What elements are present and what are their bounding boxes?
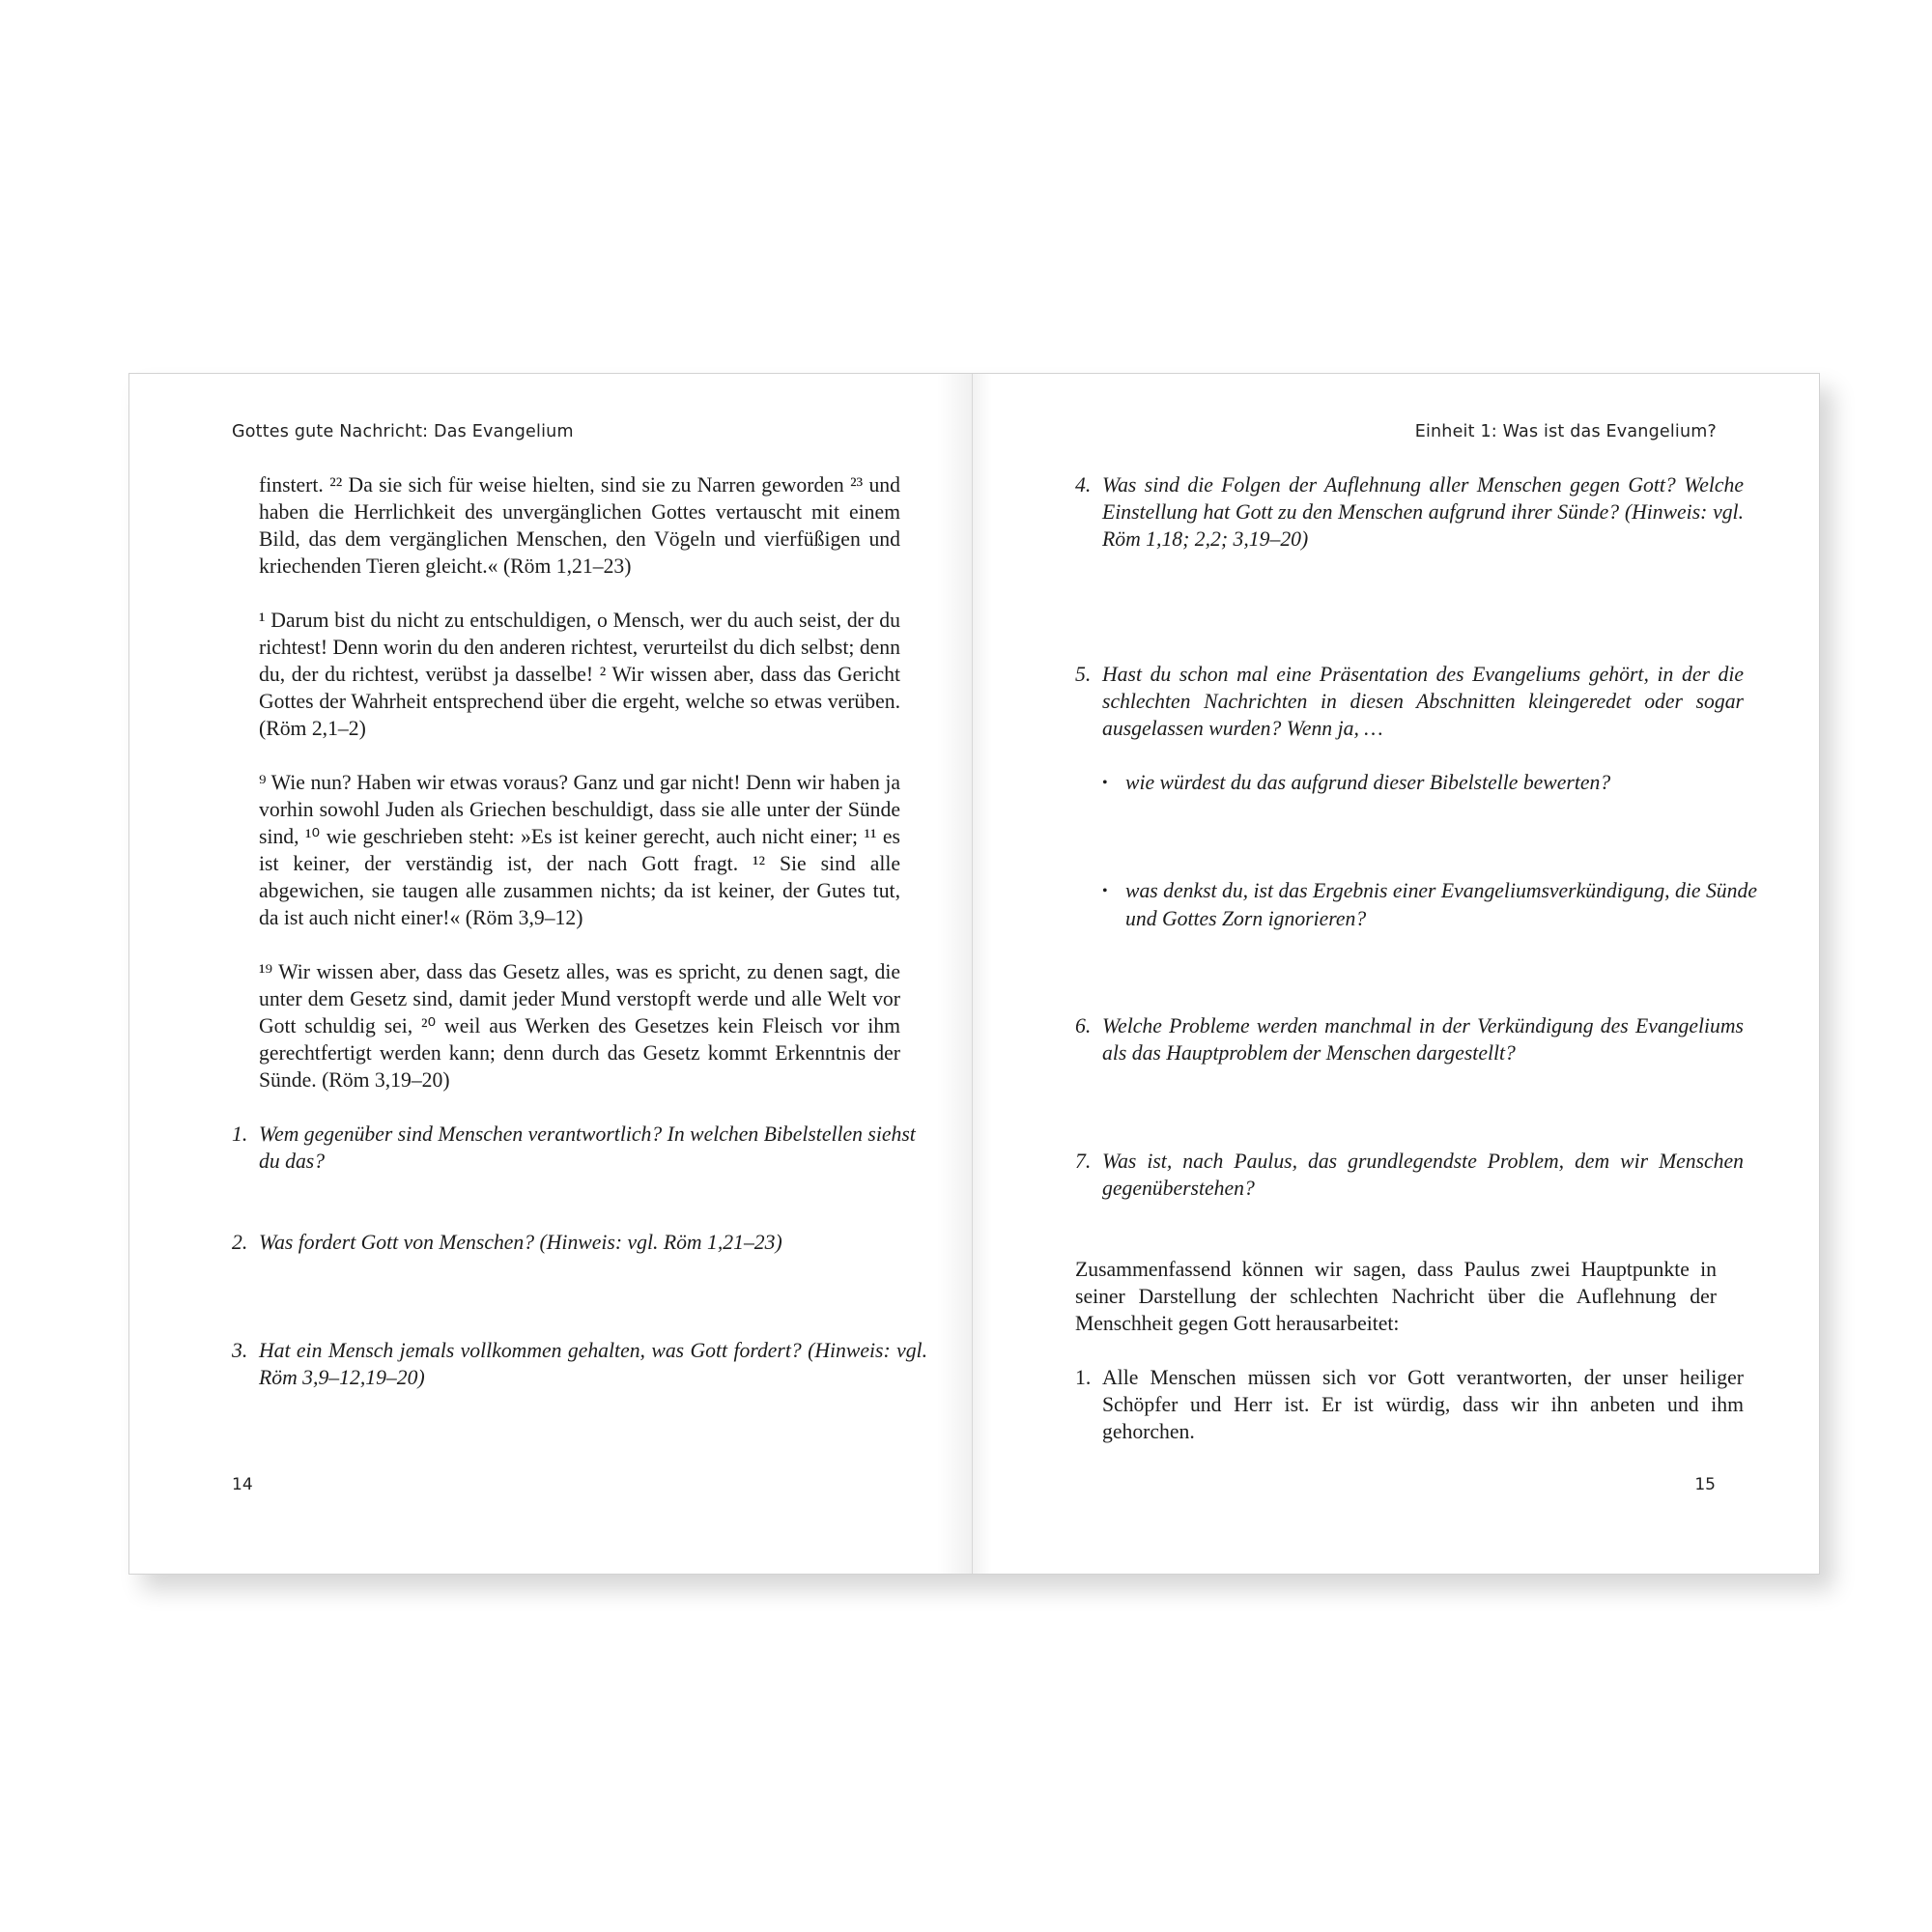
running-head-right: Einheit 1: Was ist das Evangelium? <box>1414 422 1717 441</box>
question-5 <box>1075 661 1744 742</box>
summary-paragraph: Zusammenfassend können wir sagen, dass Paulus zwei Hauptpunkte in seiner Darstellung der schlechten Nachricht über die Auflehnung der Menschheit gegen Gott herausarbeitet: <box>1075 1258 1717 1335</box>
question-text: Welche Probleme werden manchmal in der Verkündigung des Evangeliums als das Hauptproblem der Menschen dargestellt? <box>1102 1014 1744 1065</box>
bible-quote: finstert. ²² Da sie sich für weise hielten, sind sie zu Narren geworden ²³ und haben die Herrlichkeit des unvergänglichen Gottes vertauscht mit einem Bild, das dem vergänglichen Menschen, den Vögeln und vierfüßigen und kriechenden Tieren gleicht.« (Röm 1,21–23) <box>259 473 900 578</box>
bible-quote: ⁹ Wie nun? Haben wir etwas voraus? Ganz und gar nicht! Denn wir haben ja vorhin sowohl Juden als Griechen beschuldigt, dass sie alle unter der Sünde sind, ¹⁰ wie geschrieben steht: »Es ist keiner gerecht, auch nicht einer; ¹¹ es ist keiner, der verständig ist, der nach Gott fragt. ¹² Sie sind alle abgewichen, sie taugen alle zusammen nichts; da ist keiner, der Gutes tut, da ist auch nicht einer!« (Röm 3,9–12) <box>259 771 900 929</box>
point-text: Alle Menschen müssen sich vor Gott verantworten, der unser heiliger Schöpfer und Herr ist. Er ist würdig, dass wir ihn anbeten und ihm gehorchen. <box>1102 1366 1744 1443</box>
bullet-icon: • <box>1102 775 1108 791</box>
question-7 <box>1075 1148 1744 1202</box>
bullet-item <box>1075 769 1767 797</box>
right-page <box>973 374 1819 1574</box>
question-number: 4. <box>1075 473 1092 497</box>
running-head-left: Gottes gute Nachricht: Das Evangelium <box>232 422 574 441</box>
question-number: 5. <box>1075 663 1092 686</box>
question-text: Hast du schon mal eine Präsentation des Evangeliums gehört, in der die schlechten Nachrichten in diesen Abschnitten kleingeredet oder sogar ausgelassen wurden? Wenn ja, … <box>1102 663 1744 740</box>
summary-point-1 <box>1075 1364 1744 1445</box>
question-text: Wem gegenüber sind Menschen verantwortlich? In welchen Bibelstellen siehst du das? <box>259 1122 916 1173</box>
question-2 <box>232 1229 927 1256</box>
bible-quote: ¹ Darum bist du nicht zu entschuldigen, o Mensch, wer du auch seist, der du richtest! Denn worin du den anderen richtest, verurteilst du dich selbst; denn du, der du richtest, verübst ja dasselbe! ² Wir wissen aber, dass das Gericht Gottes der Wahrheit entsprechend über die ergeht, welche so etwas verüben. (Röm 2,1–2) <box>259 609 900 740</box>
question-text: Was sind die Folgen der Auflehnung aller Menschen gegen Gott? Welche Einstellung hat Gott zu den Menschen aufgrund ihrer Sünde? (Hinweis: vgl. Röm 1,18; 2,2; 3,19–20) <box>1102 473 1744 551</box>
question-number: 6. <box>1075 1014 1092 1037</box>
bullet-text: was denkst du, ist das Ergebnis einer Evangeliumsverkündigung, die Sünde und Gottes Zorn ignorieren? <box>1125 879 1757 930</box>
question-1 <box>232 1121 927 1175</box>
question-number: 1. <box>232 1122 248 1146</box>
page-number-left: 14 <box>232 1475 253 1494</box>
question-text: Hat ein Mensch jemals vollkommen gehalten, was Gott fordert? (Hinweis: vgl. Röm 3,9–12,19–20) <box>259 1339 927 1389</box>
question-4 <box>1075 471 1744 553</box>
point-number: 1. <box>1075 1366 1092 1389</box>
book-spread <box>128 373 1820 1575</box>
question-text: Was ist, nach Paulus, das grundlegendste Problem, dem wir Menschen gegenüberstehen? <box>1102 1150 1744 1200</box>
question-3 <box>232 1337 927 1391</box>
question-number: 7. <box>1075 1150 1092 1173</box>
left-page <box>129 374 973 1574</box>
bullet-text: wie würdest du das aufgrund dieser Bibelstelle bewerten? <box>1125 771 1611 794</box>
page-number-right: 15 <box>1694 1475 1716 1494</box>
question-number: 2. <box>232 1231 248 1254</box>
bullet-item <box>1075 877 1767 932</box>
question-text: Was fordert Gott von Menschen? (Hinweis: vgl. Röm 1,21–23) <box>259 1231 782 1254</box>
bible-quote: ¹⁹ Wir wissen aber, dass das Gesetz alles, was es spricht, zu denen sagt, die unter dem Gesetz sind, damit jeder Mund verstopft werde und alle Welt vor Gott schuldig sei, ²⁰ weil aus Werken des Gesetzes kein Fleisch vor ihm gerechtfertigt werden kann; denn durch das Gesetz kommt Erkenntnis der Sünde. (Röm 3,19–20) <box>259 960 900 1092</box>
bullet-icon: • <box>1102 883 1108 899</box>
question-number: 3. <box>232 1339 248 1362</box>
question-6 <box>1075 1012 1744 1066</box>
